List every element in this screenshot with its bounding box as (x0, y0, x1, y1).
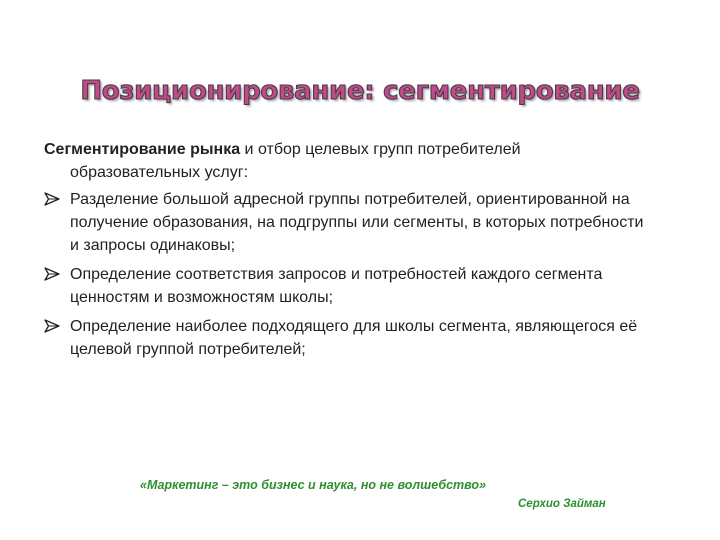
arrowhead-bullet-icon (44, 319, 60, 333)
quote-text: «Маркетинг – это бизнес и наука, но не волшебство» (140, 478, 486, 492)
bullet-list (44, 188, 644, 361)
intro-rest: и отбор целевых групп потребителей (240, 141, 521, 158)
slide-title: Позиционирование: сегментирование (80, 76, 640, 106)
bullet-item (44, 315, 644, 361)
intro-paragraph (44, 138, 644, 184)
bullet-text: Определение соответствия запросов и потребностей каждого сегмента ценностям и возможностям школы; (70, 266, 603, 306)
arrowhead-bullet-icon (44, 267, 60, 281)
intro-continuation: образовательных услуг: (70, 164, 249, 181)
bullet-text: Разделение большой адресной группы потребителей, ориентированной на получение образования, на подгруппы или сегменты, в которых потребности и запросы одинаковы; (70, 191, 644, 254)
slide-content (44, 138, 644, 367)
intro-lead: Сегментирование рынка (44, 141, 241, 158)
arrowhead-bullet-icon (44, 192, 60, 206)
bullet-item (44, 188, 644, 257)
bullet-text: Определение наиболее подходящего для школы сегмента, являющегося её целевой группой потребителей; (70, 318, 638, 358)
bullet-item (44, 263, 644, 309)
quote-author: Серхио Займан (518, 498, 606, 510)
